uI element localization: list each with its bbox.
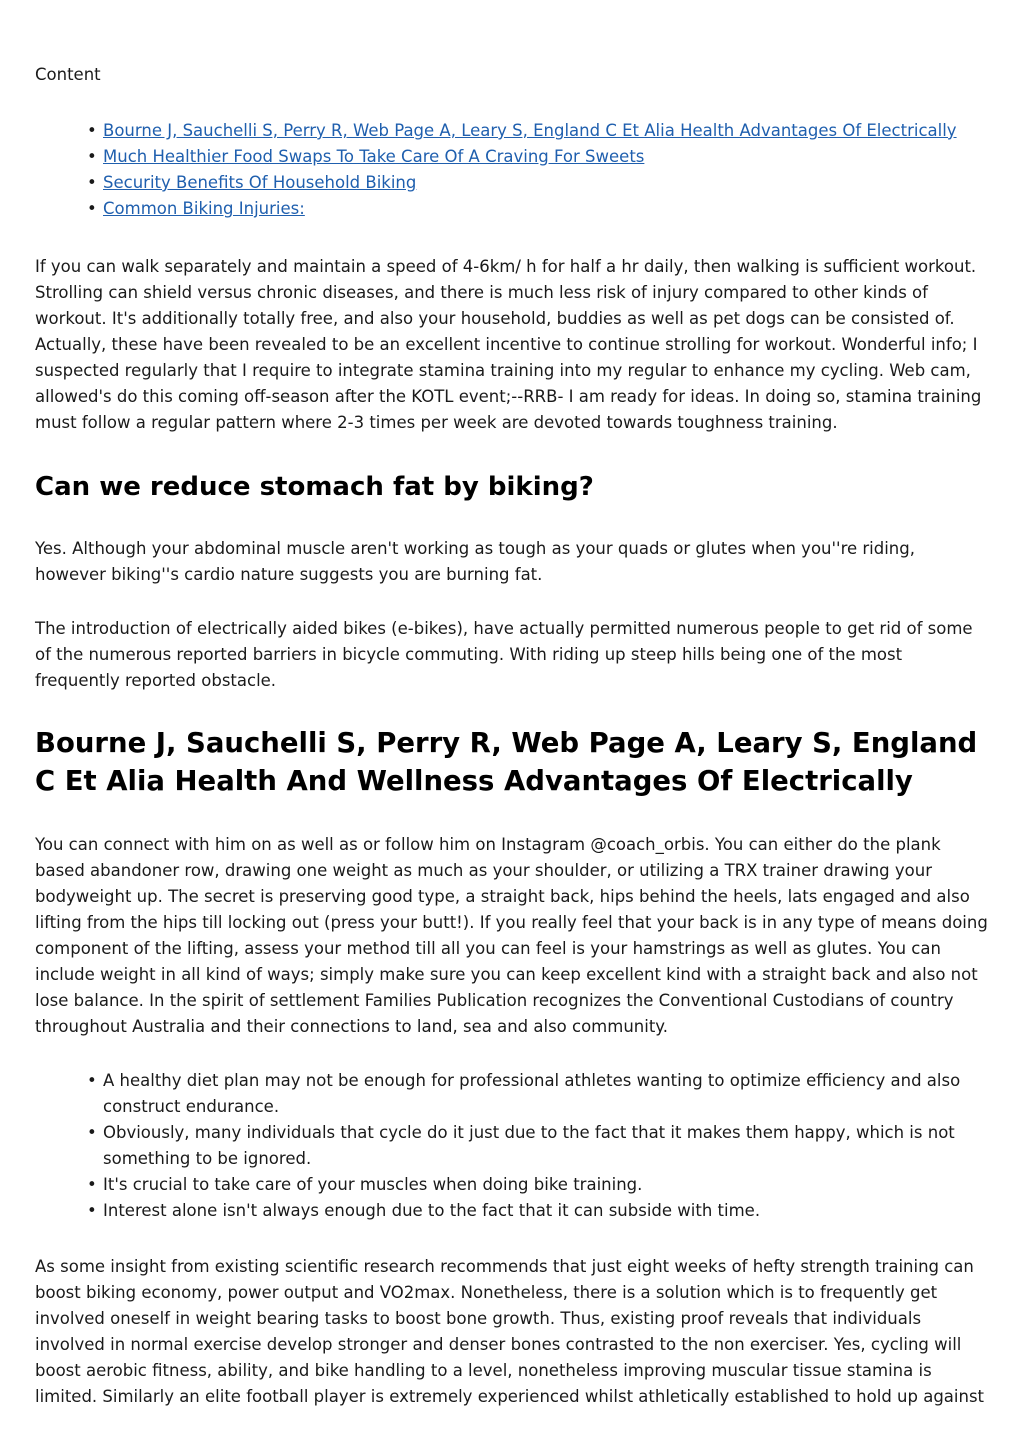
list-item: • It's crucial to take care of your muscles when doing bike training. — [103, 1172, 990, 1198]
heading-stomach-fat: Can we reduce stomach fat by biking? — [35, 472, 594, 502]
toc-item — [103, 196, 990, 222]
toc-link[interactable]: Common Biking Injuries: — [103, 199, 305, 218]
paragraph-walking: If you can walk separately and maintain a speed of 4-6km/ h for half a hr daily, then walking is sufficient workout. Strolling can shield versus chronic diseases, and there is much less risk of injury compared to other kinds of workout. It's additionally totally free, and also your household, buddies as well as pet dogs can be consisted of. Actually, these have been revealed to be an excellent incentive to continue strolling for workout. Wonderful info; I suspected regularly that I require to integrate stamina training into my regular to enhance my cycling. Web cam, allowed's do this coming off-season after the KOTL event;--RRB- I am ready for ideas. In doing so, stamina training must follow a regular pattern where 2-3 times per week are devoted towards toughness training. — [35, 257, 982, 432]
content-label: Content — [35, 65, 101, 84]
paragraph-instagram: You can connect with him on as well as or follow him on Instagram @coach_orbis. You can either do the plank based abandoner row, drawing one weight as much as your shoulder, or utilizing a TRX trainer drawing your bodyweight up. The secret is preserving good type, a straight back, hips behind the heels, lats engaged and also lifting from the hips till locking out (press your butt!). If you really feel that your back is in any type of means doing component of the lifting, assess your method till all you can feel is your hamstrings as well as glutes. You can include weight in all kind of ways; simply make sure you can keep excellent kind with a straight back and also not lose balance. In the spirit of settlement Families Publication recognizes the Conventional Custodians of country throughout Australia and their connections to land, sea and also community. — [35, 835, 988, 1036]
toc-item — [103, 170, 990, 196]
toc-link[interactable]: Much Healthier Food Swaps To Take Care Of A Craving For Sweets — [103, 147, 645, 166]
list-item: • A healthy diet plan may not be enough for professional athletes wanting to optimize efficiency and also construct endurance. — [103, 1068, 990, 1120]
heading-health-advantages: Bourne J, Sauchelli S, Perry R, Web Page A, Leary S, England C Et Alia Health And Wellness Advantages Of Electrically — [35, 727, 978, 797]
bullet-list — [35, 1068, 990, 1224]
table-of-contents — [35, 118, 990, 222]
paragraph-abdominal: Yes. Although your abdominal muscle aren't working as tough as your quads or glutes when you''re riding, however biking''s cardio nature suggests you are burning fat. — [35, 539, 915, 584]
paragraph-strength-training: As some insight from existing scientific research recommends that just eight weeks of hefty strength training can boost biking economy, power output and VO2max. Nonetheless, there is a solution which is to frequently get involved oneself in weight bearing tasks to boost bone growth. Thus, existing proof reveals that individuals involved in normal exercise develop stronger and denser bones contrasted to the non exerciser. Yes, cycling will boost aerobic fitness, ability, and bike handling to a level, nonetheless improving muscular tissue stamina is limited. Similarly an elite football player is extremely experienced whilst athletically established to hold up against — [35, 1257, 985, 1406]
list-item: • Interest alone isn't always enough due to the fact that it can subside with time. — [103, 1198, 990, 1224]
toc-link[interactable]: Bourne J, Sauchelli S, Perry R, Web Page A, Leary S, England C Et Alia Health Advantages Of Electrically — [103, 121, 957, 140]
list-item: • Obviously, many individuals that cycle do it just due to the fact that it makes them happy, which is not something to be ignored. — [103, 1120, 990, 1172]
toc-item — [103, 144, 990, 170]
paragraph-ebikes: The introduction of electrically aided bikes (e-bikes), have actually permitted numerous people to get rid of some of the numerous reported barriers in bicycle commuting. With riding up steep hills being one of the most frequently reported obstacle. — [35, 619, 973, 690]
toc-item — [103, 118, 990, 144]
toc-link[interactable]: Security Benefits Of Household Biking — [103, 173, 417, 192]
